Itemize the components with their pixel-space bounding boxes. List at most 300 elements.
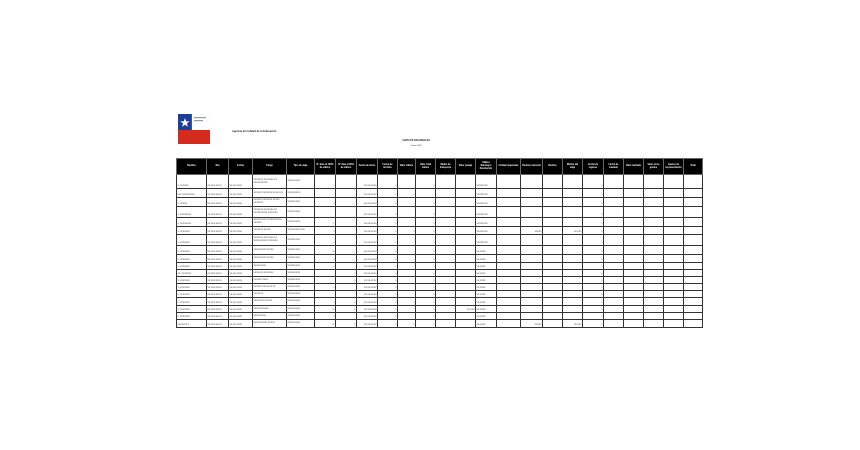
table-cell	[624, 198, 644, 207]
table-cell: X. XXXXXXX	[177, 246, 207, 255]
viaticos-table	[176, 158, 703, 328]
table-cell	[664, 175, 684, 189]
table-cell: 1	[416, 291, 436, 298]
table-cell	[624, 291, 644, 298]
table-cell	[336, 175, 357, 189]
table-cell: XXXXXXXXXX XXXXX	[253, 320, 287, 328]
table-cell	[684, 291, 703, 298]
table-cell: XX-XXXX	[476, 313, 497, 320]
table-row	[177, 313, 703, 320]
table-cell: X. XXXXXXXX	[177, 218, 207, 227]
table-cell: 1	[416, 306, 436, 313]
table-cell	[664, 255, 684, 263]
table-cell	[456, 246, 476, 255]
table-cell	[543, 263, 563, 270]
table-cell	[521, 263, 543, 270]
table-cell	[497, 175, 521, 189]
table-cell: 1	[416, 218, 436, 227]
table-row	[177, 235, 703, 246]
table-cell: X. XXXXXXXX	[177, 207, 207, 218]
table-cell: XXXXXXXXX	[287, 263, 315, 270]
table-row	[177, 218, 703, 227]
table-row	[177, 284, 703, 291]
table-cell	[436, 227, 456, 235]
table-cell	[684, 189, 703, 198]
table-row	[177, 189, 703, 198]
table-cell	[456, 235, 476, 246]
table-cell	[604, 270, 624, 277]
table-cell: XX-XX-XXXX	[229, 306, 253, 313]
table-cell	[543, 313, 563, 320]
table-cell: X. XXXXXXX	[177, 255, 207, 263]
table-row	[177, 255, 703, 263]
table-cell	[644, 270, 664, 277]
table-cell	[543, 270, 563, 277]
table-cell: 1	[398, 320, 416, 328]
table-cell: XX. XXXXXXX	[177, 270, 207, 277]
table-cell	[563, 263, 583, 270]
table-cell: 1	[583, 298, 604, 306]
column-header: Fecha de regreso	[583, 159, 604, 175]
table-cell	[684, 270, 703, 277]
table-cell	[456, 263, 476, 270]
table-cell: 1	[315, 313, 336, 320]
table-cell	[624, 246, 644, 255]
table-cell	[497, 198, 521, 207]
table-cell	[456, 320, 476, 328]
table-cell: XXXXXXXXX	[287, 284, 315, 291]
table-cell	[563, 298, 583, 306]
table-cell	[664, 207, 684, 218]
table-cell	[436, 189, 456, 198]
table-cell: XX-XXXX	[476, 255, 497, 263]
table-cell	[644, 320, 664, 328]
table-cell: X. XXXXXXX	[177, 291, 207, 298]
table-cell: XXXXXXXXX XXX	[287, 227, 315, 235]
table-cell: 1	[583, 255, 604, 263]
column-header: Fecha de inicio	[357, 159, 378, 175]
table-cell	[543, 189, 563, 198]
table-cell: 1	[583, 291, 604, 298]
table-cell	[398, 291, 416, 298]
table-cell	[436, 255, 456, 263]
table-cell: 1	[378, 263, 398, 270]
table-cell	[684, 255, 703, 263]
table-cell	[521, 189, 543, 198]
table-cell: 1	[378, 207, 398, 218]
table-cell	[684, 284, 703, 291]
table-cell	[497, 313, 521, 320]
table-cell: XX-XX-XXXX	[229, 218, 253, 227]
table-cell	[436, 270, 456, 277]
table-cell	[604, 189, 624, 198]
table-cell	[644, 263, 664, 270]
table-cell	[684, 263, 703, 270]
table-cell: XX.XXX.XXX-X	[207, 263, 229, 270]
table-cell: 1	[583, 175, 604, 189]
table-cell	[563, 175, 583, 189]
table-cell	[436, 313, 456, 320]
table-cell: XX-XX-XXXX	[229, 246, 253, 255]
table-cell: XXXXXXXXX	[287, 306, 315, 313]
table-cell	[684, 277, 703, 284]
table-cell: XXXXXXXXX	[287, 189, 315, 198]
table-cell	[398, 255, 416, 263]
table-cell	[315, 291, 336, 298]
table-cell: 11	[315, 320, 336, 328]
table-cell: XXX XXXXXXXXX	[177, 189, 207, 198]
table-cell: XX-XX-XXXX	[357, 284, 378, 291]
table-cell: XX-XX-XXXX	[357, 255, 378, 263]
table-cell: 1	[378, 270, 398, 277]
table-cell: XXXXXXX XXXXX	[253, 227, 287, 235]
table-row	[177, 207, 703, 218]
table-cell	[624, 189, 644, 198]
table-cell: XX-XXXX	[476, 246, 497, 255]
table-cell: XXXXXXXXX	[287, 313, 315, 320]
table-cell: 1	[378, 298, 398, 306]
table-cell	[315, 277, 336, 284]
table-cell	[604, 284, 624, 291]
table-cell: 1	[583, 207, 604, 218]
table-row	[177, 246, 703, 255]
table-cell	[664, 198, 684, 207]
table-cell: 1	[416, 263, 436, 270]
table-row	[177, 306, 703, 313]
table-cell: XX-XXXX	[476, 263, 497, 270]
table-cell	[456, 175, 476, 189]
table-cell	[684, 207, 703, 218]
table-cell	[521, 235, 543, 246]
table-cell: 1	[583, 320, 604, 328]
table-cell: 1	[583, 227, 604, 235]
table-cell: 1	[416, 198, 436, 207]
table-cell: XXXXXX XXXXXXX XXXXX XXXXXXX	[253, 198, 287, 207]
table-cell	[456, 284, 476, 291]
table-cell	[336, 291, 357, 298]
table-cell: 1	[378, 255, 398, 263]
table-cell	[521, 207, 543, 218]
table-cell: XX.XXX.XXX-X	[207, 255, 229, 263]
table-header-row	[177, 159, 703, 175]
table-cell: XX-XXXX	[476, 277, 497, 284]
table-row	[177, 291, 703, 298]
table-cell: 1	[416, 175, 436, 189]
organization-name: Agencia de Calidad de la Educación	[232, 130, 277, 133]
table-cell	[436, 235, 456, 246]
table-cell: X. XXXXX	[177, 198, 207, 207]
table-cell	[664, 298, 684, 306]
table-cell: 1	[336, 320, 357, 328]
table-cell: 1	[378, 320, 398, 328]
table-cell: 1	[416, 270, 436, 277]
table-cell	[521, 255, 543, 263]
table-cell: 1	[416, 207, 436, 218]
table-cell	[436, 198, 456, 207]
table-row	[177, 298, 703, 306]
table-cell: 1	[583, 218, 604, 227]
table-cell: 1	[315, 255, 336, 263]
table-cell	[644, 189, 664, 198]
column-header: Valor traslado	[624, 159, 644, 175]
table-cell	[684, 218, 703, 227]
table-cell: XX.XXX	[563, 227, 583, 235]
table-cell	[684, 320, 703, 328]
table-cell	[398, 207, 416, 218]
table-cell	[336, 263, 357, 270]
table-cell	[497, 277, 521, 284]
table-cell: XXXXXXXXX	[287, 277, 315, 284]
table-cell: XXXXXX XXXXXXX XX	[253, 284, 287, 291]
table-cell: XX-XX-XXXX	[229, 313, 253, 320]
table-cell	[664, 320, 684, 328]
table-cell	[521, 218, 543, 227]
table-cell	[563, 246, 583, 255]
column-header: N° días al 100% de viático	[315, 159, 336, 175]
table-cell	[336, 198, 357, 207]
table-cell	[543, 218, 563, 227]
table-cell	[456, 277, 476, 284]
table-cell	[563, 198, 583, 207]
table-cell: XX.XXX.XXX-X	[207, 284, 229, 291]
table-cell: XX-XXXX	[476, 270, 497, 277]
table-cell: 11	[315, 306, 336, 313]
table-cell	[521, 198, 543, 207]
table-row	[177, 175, 703, 189]
table-cell: XX-XX-XXXX	[357, 235, 378, 246]
table-cell	[436, 218, 456, 227]
table-cell	[456, 298, 476, 306]
table-cell: XXXXXXXXX	[287, 291, 315, 298]
table-cell	[315, 207, 336, 218]
table-cell: XXXXXXXX	[476, 235, 497, 246]
table-cell	[521, 291, 543, 298]
table-cell: XXXXXXXXX XXXXX	[253, 255, 287, 263]
table-cell	[624, 270, 644, 277]
table-cell: 1	[583, 313, 604, 320]
table-cell: 1	[416, 227, 436, 235]
table-cell	[644, 277, 664, 284]
table-row	[177, 263, 703, 270]
table-cell	[604, 207, 624, 218]
table-cell: XXXXXXXXX	[287, 175, 315, 189]
table-cell	[543, 277, 563, 284]
table-cell	[436, 175, 456, 189]
table-cell	[664, 246, 684, 255]
column-header: Medio de transporte	[436, 159, 456, 175]
table-cell	[436, 291, 456, 298]
table-cell: XX.XXX.XXX-X	[207, 306, 229, 313]
table-cell: XX-XX-XXXX	[357, 198, 378, 207]
table-cell	[336, 255, 357, 263]
table-cell: XXXXXXX XXXXXXX XX XXXXXXXXXX	[253, 175, 287, 189]
table-cell: 1	[336, 306, 357, 313]
table-cell	[543, 284, 563, 291]
table-cell	[456, 218, 476, 227]
table-cell: 1	[398, 227, 416, 235]
table-cell: XX.XXX.XXX-X	[207, 277, 229, 284]
table-cell	[521, 313, 543, 320]
table-cell	[624, 277, 644, 284]
table-cell: XX-XXXX	[476, 284, 497, 291]
table-cell: 1	[315, 175, 336, 189]
table-cell	[664, 218, 684, 227]
table-cell	[436, 320, 456, 328]
table-cell: 1	[336, 270, 357, 277]
table-cell	[604, 313, 624, 320]
table-row	[177, 270, 703, 277]
table-cell	[456, 270, 476, 277]
table-cell: XX.XXX.XXX-X	[207, 218, 229, 227]
table-cell	[684, 306, 703, 313]
table-cell: 1	[378, 189, 398, 198]
table-cell	[497, 270, 521, 277]
chile-government-logo-icon	[178, 114, 210, 144]
table-cell	[336, 235, 357, 246]
table-cell	[563, 270, 583, 277]
table-cell	[664, 227, 684, 235]
table-cell: X. XXXXXXX	[177, 277, 207, 284]
table-cell: 1	[416, 255, 436, 263]
table-cell	[336, 207, 357, 218]
table-cell	[604, 298, 624, 306]
table-cell	[456, 207, 476, 218]
table-cell: 1	[378, 235, 398, 246]
table-cell: 1	[398, 298, 416, 306]
table-cell: X. XXXXXXX	[177, 263, 207, 270]
column-header: Cargo	[253, 159, 287, 175]
table-cell: XX-XX-XXXX	[229, 263, 253, 270]
table-cell: XXXXXXXX	[476, 198, 497, 207]
table-cell: XX-XX-XXXX	[357, 306, 378, 313]
table-cell: XX-XX-XXXX	[357, 313, 378, 320]
table-cell	[521, 277, 543, 284]
table-cell	[624, 218, 644, 227]
table-cell: XX-XX-XXXX	[229, 284, 253, 291]
table-cell	[336, 227, 357, 235]
table-cell	[563, 255, 583, 263]
table-cell	[624, 227, 644, 235]
table-cell: 1	[416, 277, 436, 284]
table-cell	[664, 263, 684, 270]
table-cell: XX-XX-XXXX	[229, 227, 253, 235]
column-header: Fecha de traslado	[604, 159, 624, 175]
table-cell: XX-XX-XXXX	[357, 207, 378, 218]
table-cell	[336, 246, 357, 255]
table-cell	[644, 284, 664, 291]
table-cell	[497, 218, 521, 227]
table-cell: XXXXXXXXX	[253, 313, 287, 320]
column-header: Valor viático	[398, 159, 416, 175]
table-cell: 1	[378, 218, 398, 227]
table-cell: XX-XX-XXXX	[229, 270, 253, 277]
table-cell	[497, 255, 521, 263]
table-cell	[398, 198, 416, 207]
table-cell: XX.XXX.XXX-X	[207, 235, 229, 246]
table-cell: 1	[378, 313, 398, 320]
table-cell	[543, 227, 563, 235]
table-cell	[398, 235, 416, 246]
table-cell: 1	[583, 277, 604, 284]
table-cell: XXXXX	[521, 320, 543, 328]
table-cell: XX.XXX	[563, 320, 583, 328]
table-cell: 1	[416, 284, 436, 291]
table-cell	[644, 313, 664, 320]
column-header: Gastos de representación	[664, 159, 684, 175]
table-cell	[436, 263, 456, 270]
table-cell: XX-XXXX	[476, 291, 497, 298]
table-cell	[315, 270, 336, 277]
table-cell	[497, 291, 521, 298]
table-cell	[644, 207, 664, 218]
table-cell: XXXXXXXXX	[287, 270, 315, 277]
table-cell: 1	[378, 227, 398, 235]
table-cell	[624, 207, 644, 218]
table-cell	[456, 227, 476, 235]
table-cell: XX.XXX.XXX-X	[207, 198, 229, 207]
column-header: Motivo del viaje	[563, 159, 583, 175]
table-cell: 1	[336, 298, 357, 306]
column-header: Total	[684, 159, 703, 175]
table-cell	[336, 218, 357, 227]
table-cell	[664, 235, 684, 246]
table-cell	[436, 298, 456, 306]
table-cell: 1	[378, 284, 398, 291]
table-cell: X. XXXXXXX	[177, 235, 207, 246]
table-cell	[664, 291, 684, 298]
table-cell: 1	[416, 298, 436, 306]
table-cell	[644, 291, 664, 298]
table-cell: XXXXXXXX	[476, 227, 497, 235]
table-cell: XXXXXXXXX	[287, 198, 315, 207]
table-cell: 1	[583, 246, 604, 255]
table-cell	[497, 207, 521, 218]
table-cell	[644, 306, 664, 313]
table-cell	[336, 313, 357, 320]
table-cell: XX-XX-XXXX	[357, 298, 378, 306]
table-cell	[563, 235, 583, 246]
table-cell	[624, 235, 644, 246]
column-header: Viático Reintegro Devolución	[476, 159, 497, 175]
table-cell	[644, 246, 664, 255]
table-cell	[456, 189, 476, 198]
column-header: Destino	[543, 159, 563, 175]
table-cell	[644, 227, 664, 235]
table-cell	[398, 313, 416, 320]
table-cell: 1	[315, 198, 336, 207]
table-cell	[521, 284, 543, 291]
table-cell	[624, 298, 644, 306]
table-cell	[624, 306, 644, 313]
table-cell: XXXXXXXX	[476, 207, 497, 218]
table-cell	[604, 306, 624, 313]
table-cell: 1	[315, 235, 336, 246]
column-header: Nombre	[177, 159, 207, 175]
table-cell: XX-XX-XXXX	[229, 235, 253, 246]
table-cell: XX-XX-XXXX	[357, 263, 378, 270]
column-header: Valor otros gastos	[644, 159, 664, 175]
table-cell	[684, 198, 703, 207]
table-cell: XX.XXX.XXX-X	[207, 313, 229, 320]
table-row	[177, 198, 703, 207]
table-cell: 1	[583, 263, 604, 270]
table-cell	[563, 207, 583, 218]
document-period: Junio 2018	[410, 145, 422, 147]
table-cell	[624, 284, 644, 291]
table-cell	[436, 246, 456, 255]
table-cell: XXXXXX XXXX	[253, 277, 287, 284]
table-cell: XXXXXXXXX	[287, 255, 315, 263]
